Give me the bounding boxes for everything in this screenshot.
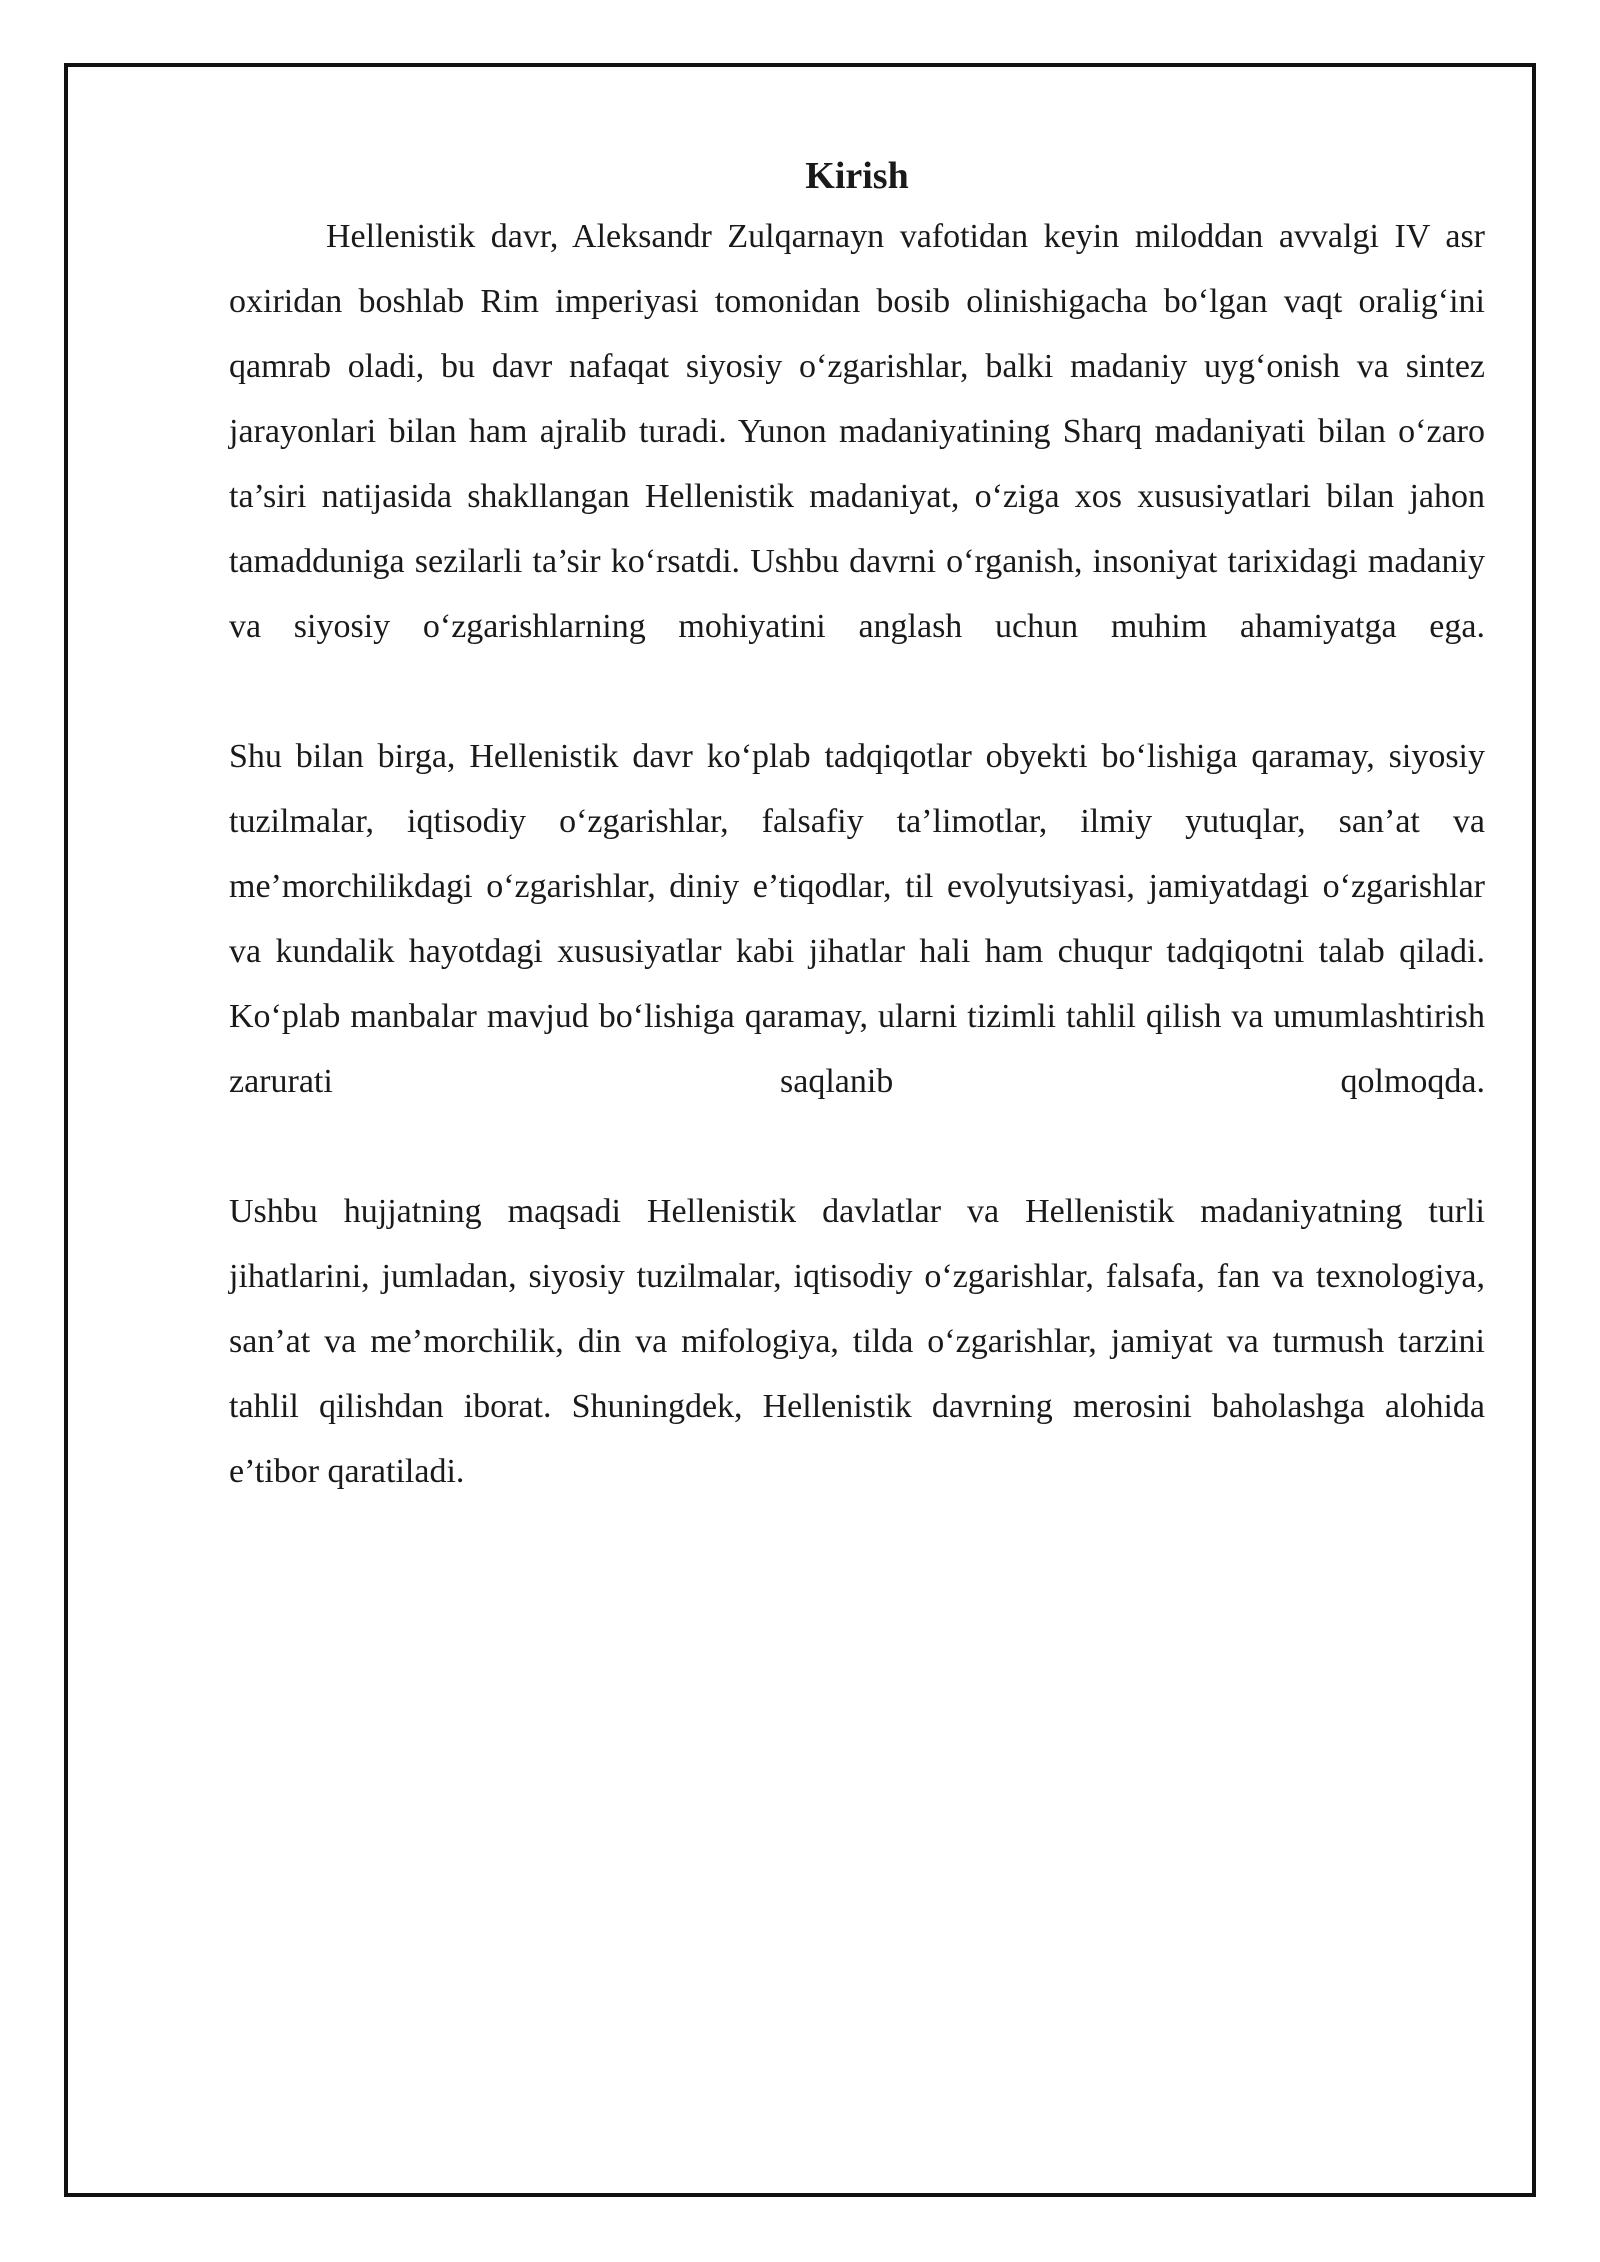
paragraph-research-gaps: Shu bilan birga, Hellenistik davr ko‘plab tadqiqotlar obyekti bo‘lishiga qaramay, siyosiy tuzilmalar, iqtisodiy o‘zgarishlar, falsafiy ta’limotlar, ilmiy yutuqlar, san’at va me’morchilikdagi o‘zgarishlar, diniy e’tiqodlar, til evolyutsiyasi, jamiyatdagi o‘zgarishlar va kundalik hayotdagi xususiyatlar kabi jihatlar hali ham chuqur tadqiqotni talab qiladi. Ko‘plab manbalar mavjud bo‘lishiga qaramay, ularni tizimli tahlil qilish va umumlashtirish zarurati saqlanib qolmoqda. — [229, 738, 1485, 1100]
document-title: Kirish — [805, 155, 909, 197]
paragraph-spacer — [229, 659, 1485, 724]
paragraph-purpose: Ushbu hujjatning maqsadi Hellenistik davlatlar va Hellenistik madaniyatning turli jihatlarini, jumladan, siyosiy tuzilmalar, iqtisodiy o‘zgarishlar, falsafa, fan va texnologiya, san’at va me’morchilik, din va mifologiya, tilda o‘zgarishlar, jamiyat va turmush tarzini tahlil qilishdan iborat. Shuningdek, Hellenistik davrning merosini baholashga alohida e’tibor qaratiladi. — [229, 1193, 1485, 1490]
paragraph-intro: Hellenistik davr, Aleksandr Zulqarnayn vafotidan keyin miloddan avvalgi IV asr oxiridan boshlab Rim imperiyasi tomonidan bosib olinishigacha bo‘lgan vaqt oralig‘ini qamrab oladi, bu davr nafaqat siyosiy o‘zgarishlar, balki madaniy uyg‘onish va sintez jarayonlari bilan ham ajralib turadi. Yunon madaniyatining Sharq madaniyati bilan o‘zaro ta’siri natijasida shakllangan Hellenistik madaniyat, o‘ziga xos xususiyatlari bilan jahon tamadduniga sezilarli ta’sir ko‘rsatdi. Ushbu davrni o‘rganish, insoniyat tarixidagi madaniy va siyosiy o‘zgarishlarning mohiyatini anglash uchun muhim ahamiyatga ega. — [229, 218, 1485, 645]
document-body — [229, 148, 1485, 1504]
paragraph-spacer — [229, 1114, 1485, 1179]
